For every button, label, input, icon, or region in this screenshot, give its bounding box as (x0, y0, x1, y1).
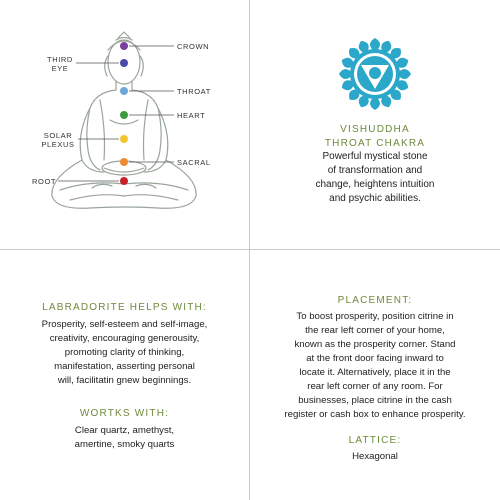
buddha-figure-icon (0, 0, 249, 249)
helps-text: Prosperity, self-esteem and self-image, creativity, encouraging generousity, promoting clarity of thinking, manifestation, asserting personal will, facilitatin gnew beginnings. (41, 319, 208, 386)
root-label: ROOT (32, 177, 57, 186)
third-eye-dot (120, 59, 128, 67)
vishuddha-symbol-icon (250, 0, 500, 120)
works-heading: WORTKS WITH: (79, 408, 170, 419)
third-eye-label: THIRD EYE (47, 55, 73, 73)
throat-dot (120, 87, 128, 95)
chakra-diagram-panel (0, 0, 249, 249)
helps-heading: LABRADORITE HELPS WITH: (42, 302, 207, 313)
heart-dot (120, 111, 128, 119)
benefits-panel (0, 250, 249, 500)
sacral-label: SACRAL (177, 158, 211, 167)
crown-dot (120, 42, 128, 50)
solar-plexus-label: SOLAR PLEXUS (41, 131, 75, 149)
works-text: Clear quartz, amethyst, amertine, smoky quarts (74, 425, 175, 450)
placement-text: To boost prosperity, position citrine in the rear left corner of your home, known as the prosperity corner. Stand at the front door facing inward to locate it. Alternatively, place it in the rear left corner of any room. For businesses, place citrine in the cash register or cash box to enhance prosperity. (284, 311, 466, 420)
heart-label: HEART (177, 111, 206, 120)
lattice-value: Hexagonal (352, 451, 398, 462)
chakra-symbol-description: Powerful mystical stone of transformation and change, heightens intuition and psychic abilities. (315, 151, 435, 204)
solar-plexus-dot (120, 135, 128, 143)
throat-label: THROAT (177, 87, 211, 96)
placement-heading: PLACEMENT: (337, 295, 413, 306)
lattice-heading: LATTICE: (348, 435, 402, 446)
chakra-symbol-title: VISHUDDHA THROAT CHAKRA (324, 124, 426, 149)
placement-panel (250, 250, 500, 500)
crown-label: CROWN (177, 42, 210, 51)
root-dot (120, 177, 128, 185)
chakra-symbol-panel (250, 0, 500, 249)
sacral-dot (120, 158, 128, 166)
